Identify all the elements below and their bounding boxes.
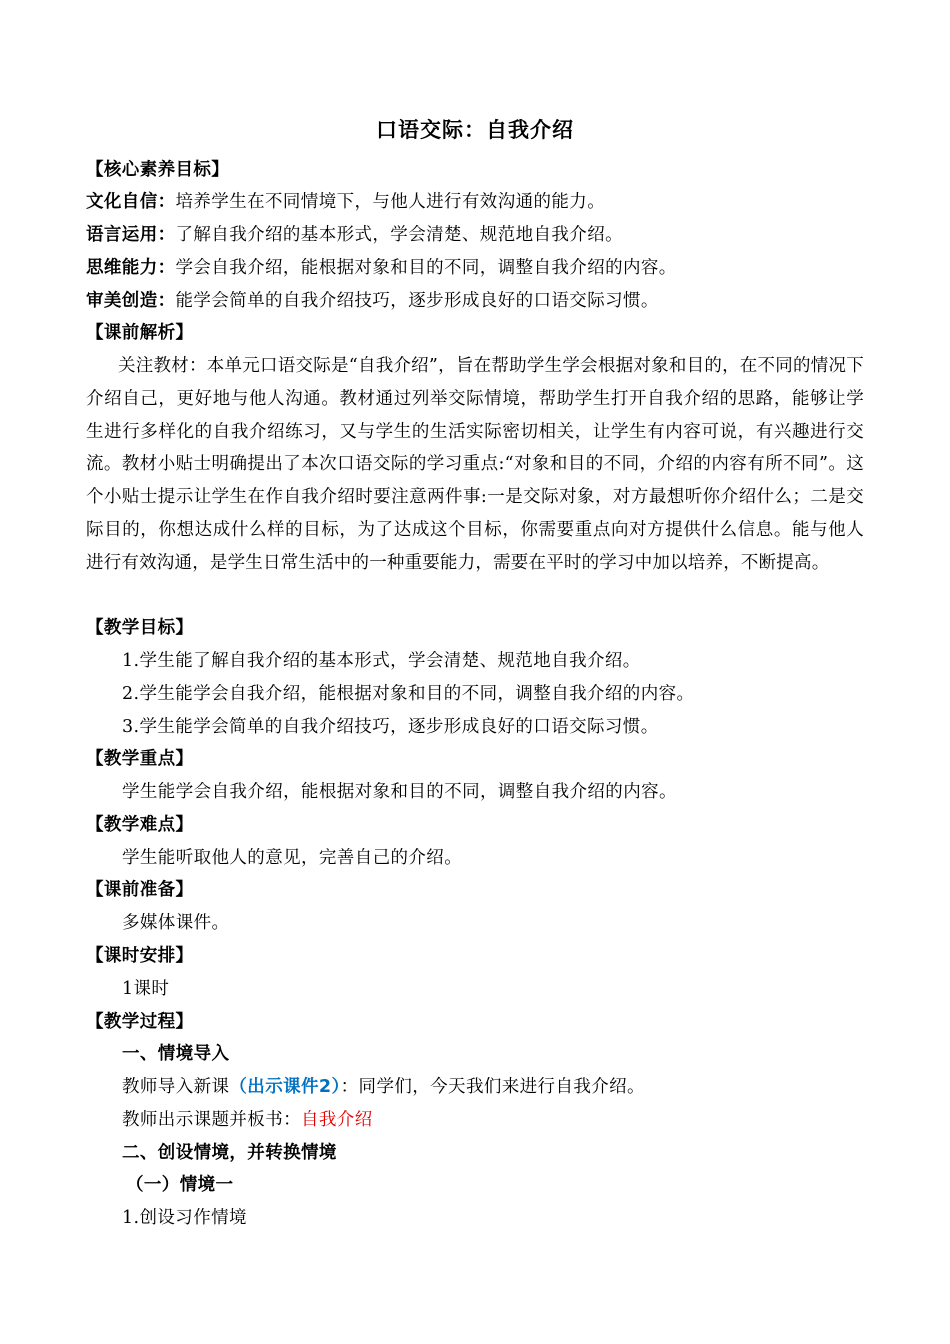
goal-thinking [86,252,876,284]
process-step-1: 1.创设习作情境 [122,1208,247,1228]
process-section-1: 一、情境导入 [122,1044,230,1064]
intro-prefix: 教师导入新课 [122,1077,230,1097]
analysis-text: 关注教材：本单元口语交际是“自我介绍”，旨在帮助学生学会根据对象和目的，在不同的情况下介绍自己，更好地与他人沟通。教材通过列举交际情境，帮助学生打开自我介绍的思路，能够让学生进行多样化的自我介绍练习，又与学生的生活实际密切相关，让学生有内容可说，有兴趣进行交流。教材小贴士明确提出了本次口语交际的学习重点:“对象和目的不同，介绍的内容有所不同”。这个小贴士提示让学生在作自我介绍时要注意两件事:一是交际对象，对方最想听你介绍什么；二是交际目的，你想达成什么样的目标，为了达成这个目标，你需要重点向对方提供什么信息。能与他人进行有效沟通，是学生日常生活中的一种重要能力，需要在平时的学习中加以培养，不断提高。 [86,356,864,573]
process-intro-line [122,1071,912,1103]
goal-label: 语言运用： [86,225,176,245]
goal-text: 培养学生在不同情境下，与他人进行有效沟通的能力。 [175,192,606,212]
core-goals-heading: 【核心素养目标】 [86,160,230,180]
key-point-heading: 【教学重点】 [86,749,194,769]
preparation-text: 多媒体课件。 [122,913,230,933]
key-point-text: 学生能学会自我介绍，能根据对象和目的不同，调整自我介绍的内容。 [122,782,677,802]
preparation-heading: 【课前准备】 [86,880,194,900]
goal-label: 思维能力： [86,258,176,278]
goal-label: 审美创造： [86,291,176,311]
difficulty-text: 学生能听取他人的意见，完善自己的介绍。 [122,848,463,868]
objectives-heading: 【教学目标】 [86,618,194,638]
analysis-paragraph [86,350,864,580]
process-subsection-1: （一）情境一 [126,1175,234,1195]
courseware-highlight: （出示课件2） [229,1077,341,1097]
goal-text: 能学会简单的自我介绍技巧，逐步形成良好的口语交际习惯。 [175,291,659,311]
schedule-text: 1课时 [122,979,170,999]
board-prefix: 教师出示课题并板书： [122,1110,301,1130]
schedule-heading: 【课时安排】 [86,946,194,966]
objective-item: 1.学生能了解自我介绍的基本形式，学会清楚、规范地自我介绍。 [122,651,641,671]
goal-language [86,219,876,251]
objective-item: 2.学生能学会自我介绍，能根据对象和目的不同，调整自我介绍的内容。 [122,684,695,704]
process-board-line [122,1104,912,1136]
objective-item: 3.学生能学会简单的自我介绍技巧，逐步形成良好的口语交际习惯。 [122,717,659,737]
goal-text: 学会自我介绍，能根据对象和目的不同，调整自我介绍的内容。 [175,258,677,278]
goal-aesthetic [86,285,876,317]
goal-text: 了解自我介绍的基本形式，学会清楚、规范地自我介绍。 [175,225,623,245]
process-heading: 【教学过程】 [86,1012,194,1032]
process-section-2: 二、创设情境，并转换情境 [122,1143,337,1163]
difficulty-heading: 【教学难点】 [86,815,194,835]
document-title: 口语交际：自我介绍 [376,118,574,142]
analysis-heading: 【课前解析】 [86,323,194,343]
intro-suffix: ：同学们，今天我们来进行自我介绍。 [340,1077,645,1097]
goal-label: 文化自信： [86,192,176,212]
board-highlight: 自我介绍 [301,1110,373,1130]
goal-culture [86,186,876,218]
